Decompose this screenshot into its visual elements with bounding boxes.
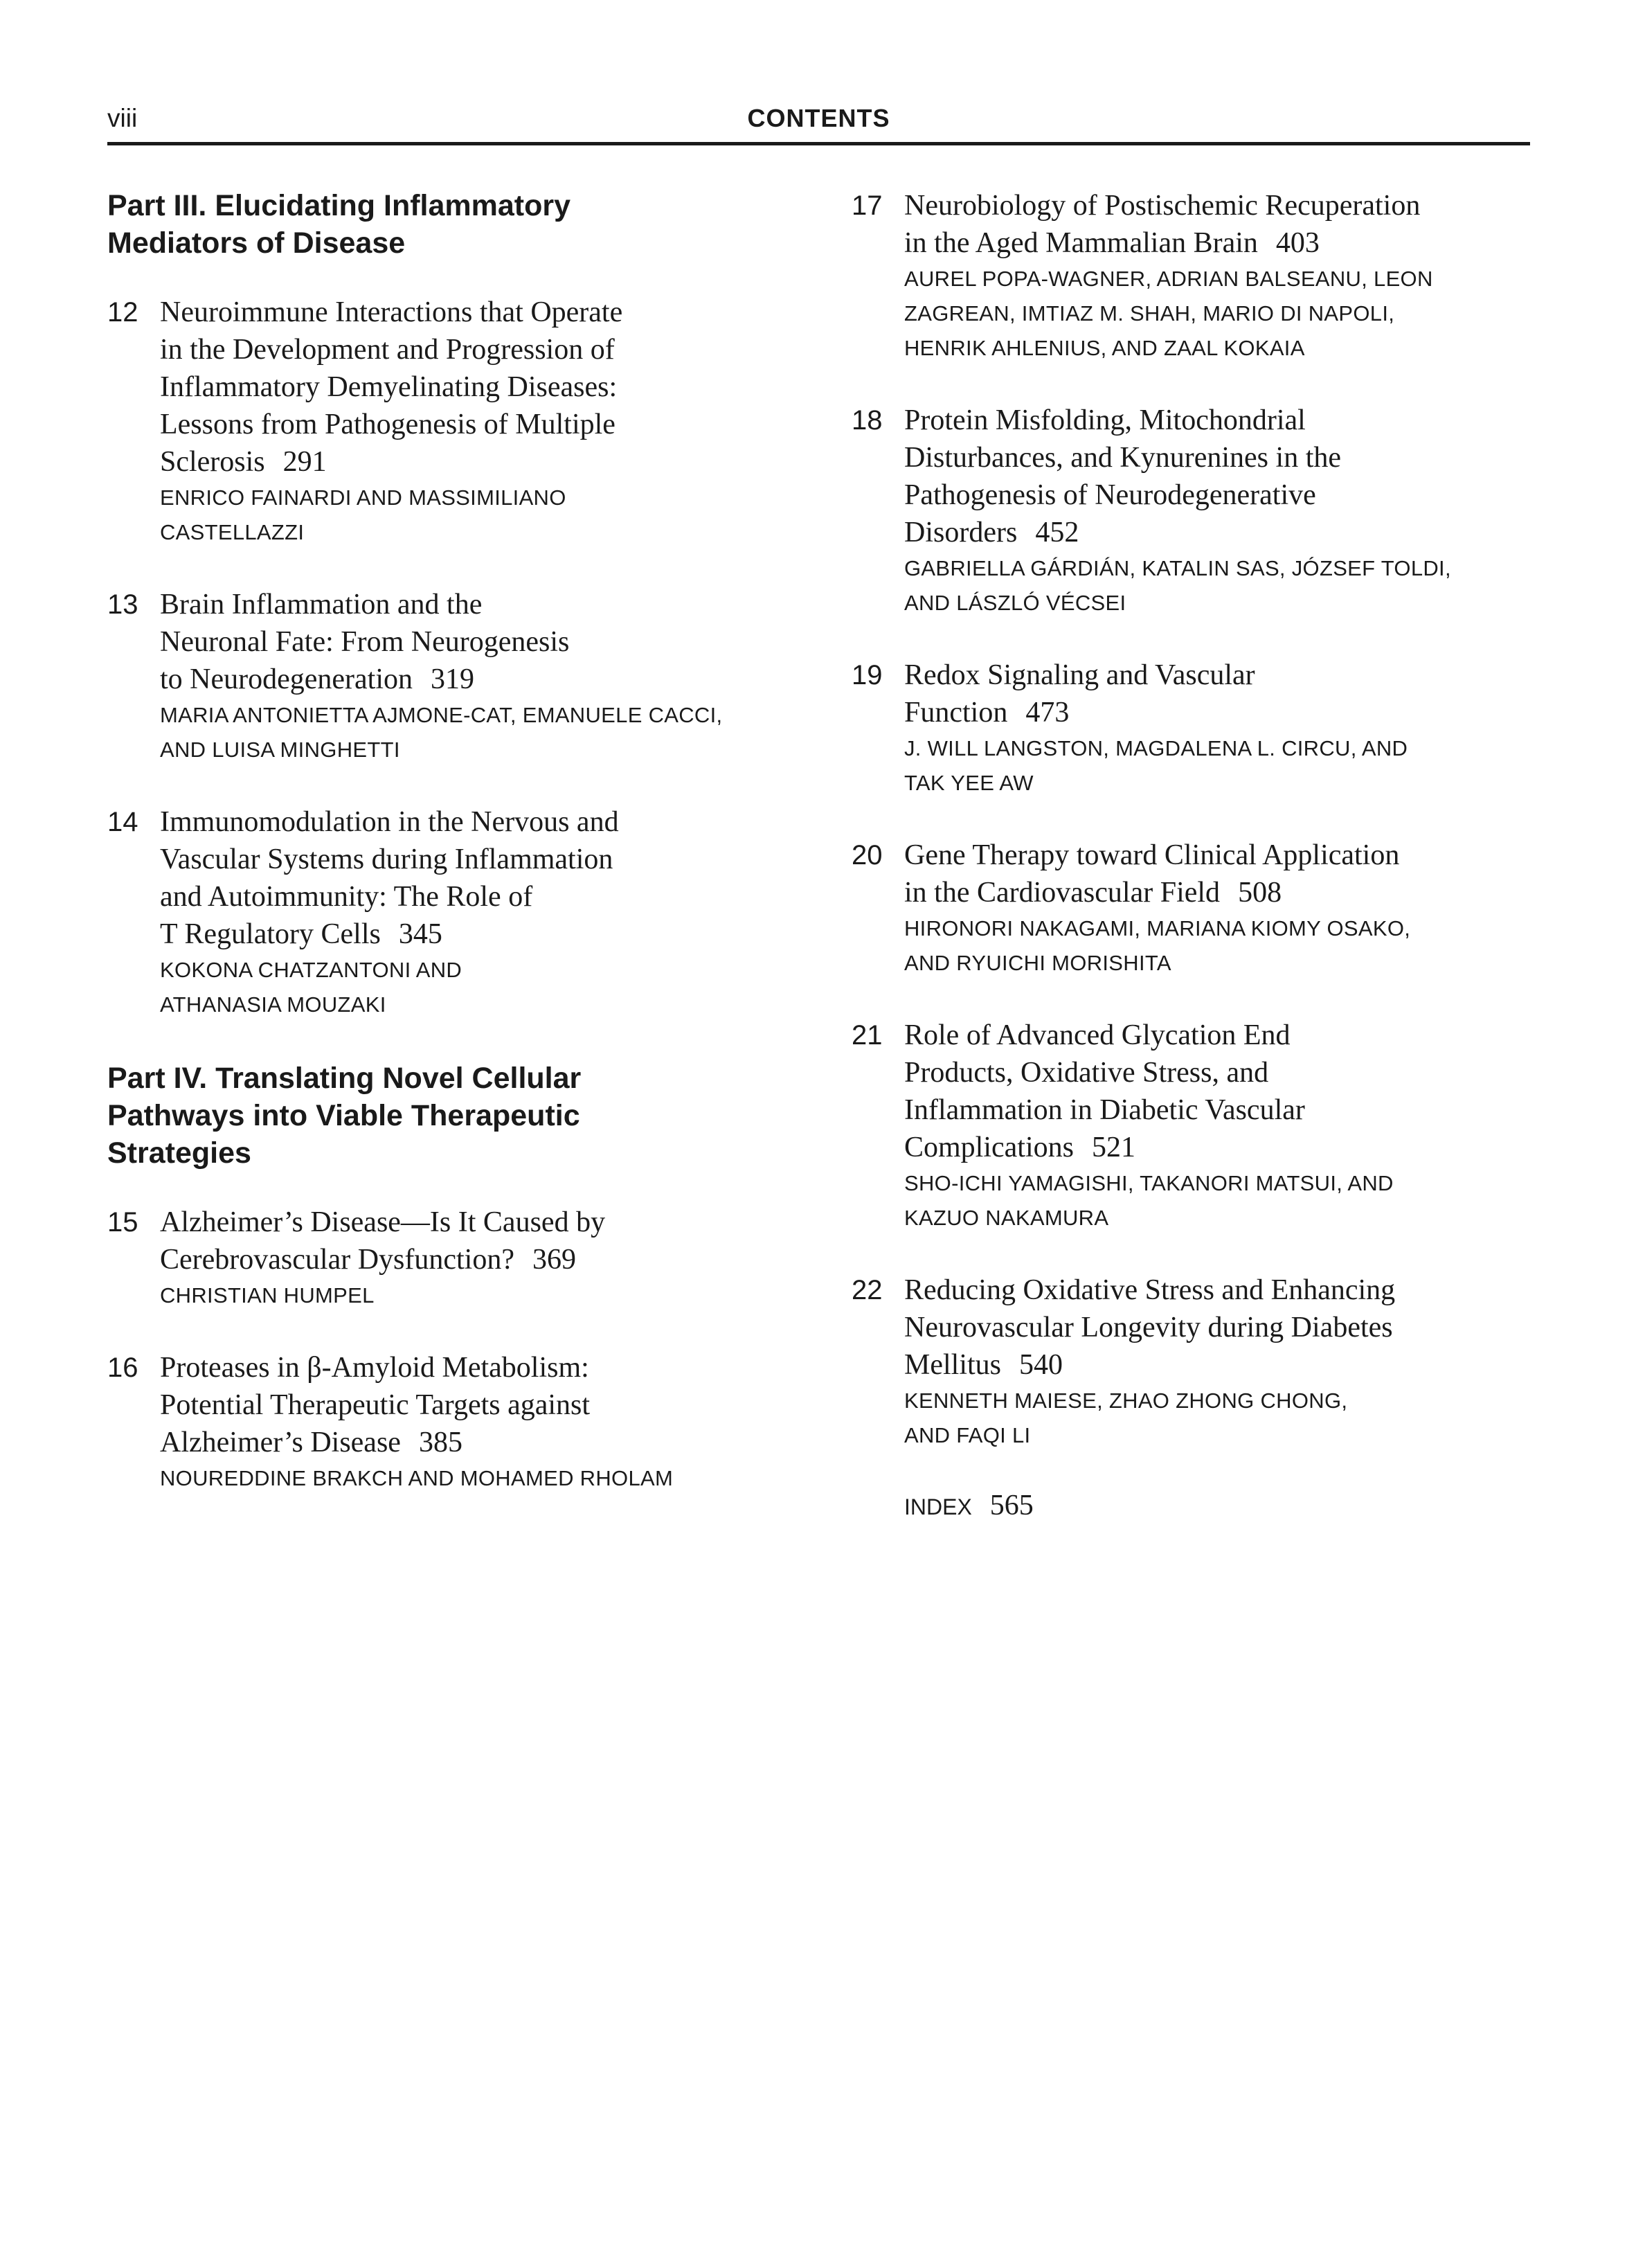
- chapter-authors: ENRICO FAINARDI AND MASSIMILIANO CASTELLAZZI: [160, 485, 566, 544]
- chapter-title: Neurobiology of Postischemic Recuperation in the Aged Mammalian Brain 403: [904, 190, 1421, 259]
- page-number: viii: [107, 104, 138, 132]
- chapter-authors: CHRISTIAN HUMPEL: [160, 1283, 375, 1307]
- toc-entry-17[interactable]: [852, 187, 1523, 366]
- toc-entry-index[interactable]: [852, 1489, 1523, 1522]
- header-rule: [107, 142, 1530, 145]
- left-column: [107, 187, 779, 1532]
- chapter-number: 21: [852, 1020, 883, 1051]
- chapter-title: Protein Misfolding, Mitochondrial Disturbances, and Kynurenines in the Pathogenesis of Neurodegenerative Disorders 452: [904, 404, 1342, 548]
- chapter-title: Redox Signaling and Vascular Function 473: [904, 659, 1255, 729]
- chapter-authors: GABRIELLA GÁRDIÁN, KATALIN SAS, JÓZSEF TOLDI, AND LÁSZLÓ VÉCSEI: [904, 556, 1451, 615]
- toc-entry-16[interactable]: [107, 1349, 779, 1496]
- chapter-authors: HIRONORI NAKAGAMI, MARIANA KIOMY OSAKO, AND RYUICHI MORISHITA: [904, 916, 1411, 975]
- chapter-title: Brain Inflammation and the Neuronal Fate: From Neurogenesis to Neurodegeneration 319: [160, 589, 570, 695]
- chapter-number: 16: [107, 1352, 138, 1383]
- toc-entry-20[interactable]: [852, 837, 1523, 981]
- chapter-page: 369: [532, 1244, 576, 1276]
- chapter-number: 15: [107, 1207, 138, 1238]
- toc-entry-21[interactable]: [852, 1017, 1523, 1235]
- chapter-authors: MARIA ANTONIETTA AJMONE-CAT, EMANUELE CACCI, AND LUISA MINGHETTI: [160, 703, 723, 762]
- chapter-authors: SHO-ICHI YAMAGISHI, TAKANORI MATSUI, AND KAZUO NAKAMURA: [904, 1171, 1394, 1230]
- chapter-authors: NOUREDDINE BRAKCH AND MOHAMED RHOLAM: [160, 1466, 674, 1490]
- chapter-page: 345: [398, 918, 442, 950]
- chapter-page: 403: [1275, 227, 1320, 259]
- chapter-title: Immunomodulation in the Nervous and Vascular Systems during Inflammation and Autoimmunity: The Role of T Regulatory Cells 345: [160, 806, 619, 950]
- chapter-page: 452: [1035, 517, 1079, 548]
- part-heading-iii: Part III. Elucidating Inflammatory Mediators of Disease: [107, 189, 571, 260]
- chapter-authors: AUREL POPA-WAGNER, ADRIAN BALSEANU, LEON ZAGREAN, IMTIAZ M. SHAH, MARIO DI NAPOLI, HENRIK AHLENIUS, AND ZAAL KOKAIA: [904, 267, 1433, 360]
- toc-entry-14[interactable]: [107, 803, 779, 1022]
- chapter-page: 385: [418, 1427, 462, 1458]
- toc-entry-18[interactable]: [852, 402, 1523, 620]
- chapter-number: 18: [852, 405, 883, 436]
- chapter-title: Role of Advanced Glycation End Products, Oxidative Stress, and Inflammation in Diabetic Vascular Complications 521: [904, 1019, 1305, 1163]
- part-heading-iv: Part IV. Translating Novel Cellular Pathways into Viable Therapeutic Strategies: [107, 1062, 582, 1170]
- chapter-title: Neuroimmune Interactions that Operate in the Development and Progression of Inflammatory Demyelinating Diseases: Lessons from Pathogenesis of Multiple Sclerosis 291: [160, 296, 623, 478]
- chapter-page: 291: [282, 446, 327, 478]
- chapter-authors: KOKONA CHATZANTONI AND ATHANASIA MOUZAKI: [160, 958, 462, 1017]
- chapter-number: 17: [852, 190, 883, 221]
- chapter-number: 22: [852, 1275, 883, 1305]
- chapter-title: Alzheimer’s Disease—Is It Caused by Cerebrovascular Dysfunction? 369: [160, 1206, 606, 1276]
- chapter-number: 12: [107, 297, 138, 328]
- chapter-authors: KENNETH MAIESE, ZHAO ZHONG CHONG, AND FAQI LI: [904, 1389, 1348, 1447]
- chapter-number: 14: [107, 807, 138, 837]
- chapter-page: 521: [1092, 1132, 1135, 1163]
- toc-entry-19[interactable]: [852, 657, 1523, 801]
- chapter-page: 473: [1025, 697, 1070, 729]
- toc-entry-15[interactable]: [107, 1204, 779, 1313]
- right-column: [852, 187, 1523, 1522]
- index-page: 565: [989, 1490, 1034, 1521]
- chapter-page: 540: [1019, 1349, 1063, 1381]
- chapter-number: 20: [852, 840, 883, 870]
- chapter-title: Reducing Oxidative Stress and Enhancing Neurovascular Longevity during Diabetes Mellitus 540: [904, 1274, 1396, 1381]
- chapter-number: 19: [852, 660, 883, 690]
- chapter-title: Proteases in β-Amyloid Metabolism: Potential Therapeutic Targets against Alzheimer’s Disease 385: [160, 1352, 591, 1458]
- chapter-authors: J. WILL LANGSTON, MAGDALENA L. CIRCU, AND TAK YEE AW: [904, 736, 1408, 795]
- running-title: CONTENTS: [747, 104, 890, 132]
- chapter-page: 319: [431, 663, 475, 695]
- chapter-number: 13: [107, 589, 138, 620]
- chapter-page: 508: [1238, 877, 1282, 909]
- toc-entry-22[interactable]: [852, 1271, 1523, 1453]
- toc-entry-13[interactable]: [107, 586, 779, 767]
- page-header: [107, 104, 1530, 144]
- index-label: INDEX: [904, 1494, 972, 1519]
- toc-entry-12[interactable]: [107, 294, 779, 550]
- chapter-title: Gene Therapy toward Clinical Application in the Cardiovascular Field 508: [904, 839, 1400, 909]
